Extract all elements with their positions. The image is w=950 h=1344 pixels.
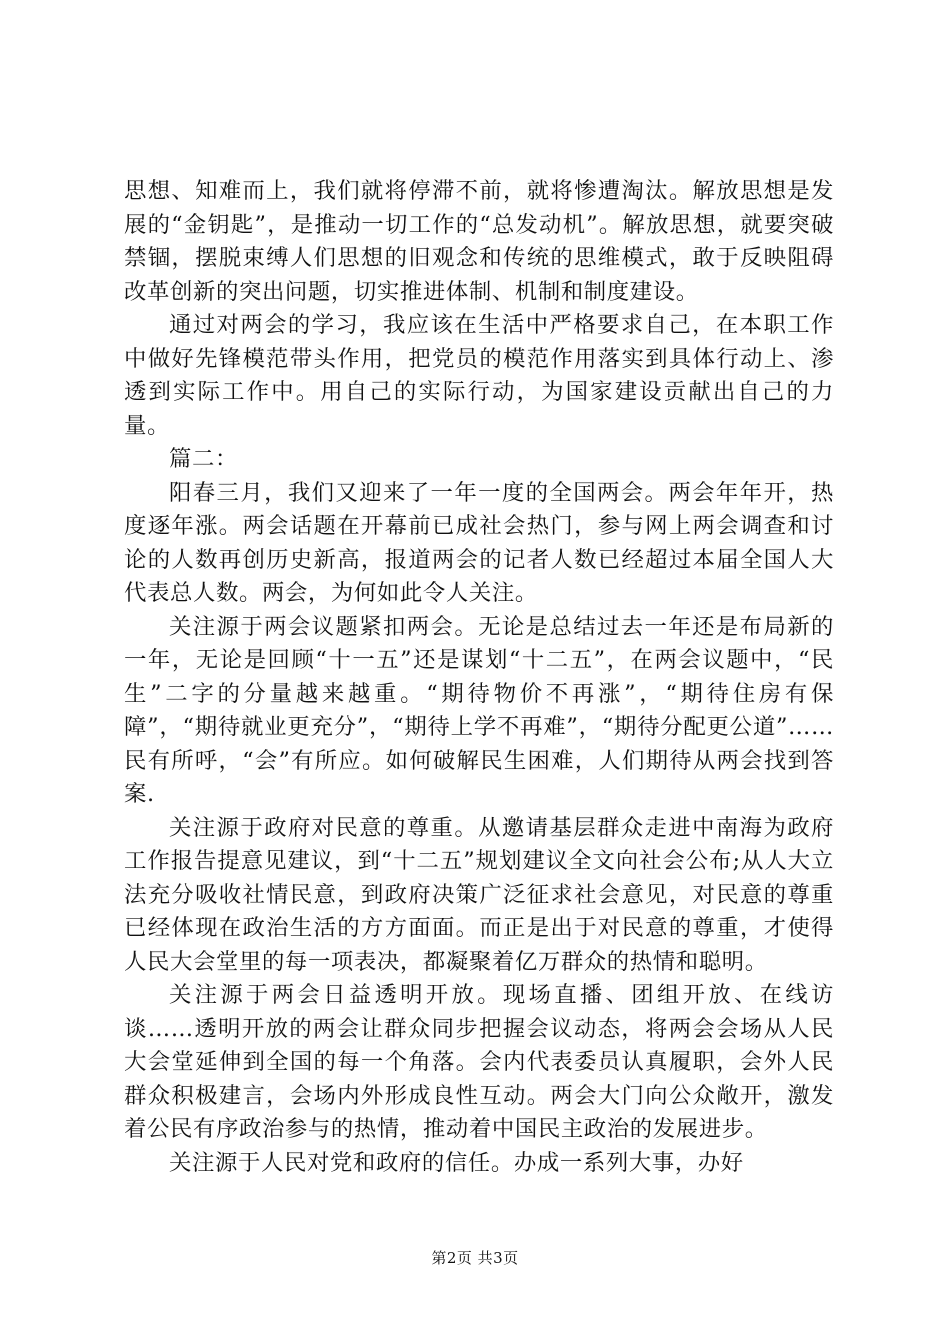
section-heading: 篇二：: [169, 446, 238, 472]
paragraph-3: 阳春三月，我们又迎来了一年一度的全国两会。两会年年开，热度逐年涨。两会话题在开幕前已成社会热门，参与网上两会调查和讨论的人数再创历史新高，报道两会的记者人数已经超过本届全国人大代表总人数。两会，为何如此令人关注。: [124, 479, 834, 606]
paragraph-1: 思想、知难而上，我们就将停滞不前，就将惨遭淘汰。解放思想是发展的“金钥匙”，是推动一切工作的“总发动机”。解放思想，就要突破禁锢，摆脱束缚人们思想的旧观念和传统的思维模式，敢于反映阻碍改革创新的突出问题，切实推进体制、机制和制度建设。: [124, 178, 834, 305]
paragraph-4: 关注源于两会议题紧扣两会。无论是总结过去一年还是布局新的一年，无论是回顾“十一五”还是谋划“十二五”，在两会议题中，“民生”二字的分量越来越重。“期待物价不再涨”，“期待住房有保障”，“期待就业更充分”，“期待上学不再难”，“期待分配更公道”……民有所呼，“会”有所应。如何破解民生困难，人们期待从两会找到答案.: [124, 613, 834, 807]
paragraph-7: 关注源于人民对党和政府的信任。办成一系列大事，办好: [169, 1149, 744, 1176]
page-number-footer: 第2页 共3页: [431, 1249, 519, 1267]
paragraph-5: 关注源于政府对民意的尊重。从邀请基层群众走进中南海为政府工作报告提意见建议，到“十二五”规划建议全文向社会公布;从人大立法充分吸收社情民意，到政府决策广泛征求社会意见，对民意的尊重已经体现在政治生活的方方面面。而正是出于对民意的尊重，才使得人民大会堂里的每一项表决，都凝聚着亿万群众的热情和聪明。: [124, 814, 834, 975]
paragraph-6: 关注源于两会日益透明开放。现场直播、团组开放、在线访谈……透明开放的两会让群众同步把握会议动态，将两会会场从人民大会堂延伸到全国的每一个角落。会内代表委员认真履职，会外人民群众积极建言，会场内外形成良性互动。两会大门向公众敞开，激发着公民有序政治参与的热情，推动着中国民主政治的发展进步。: [124, 982, 834, 1142]
paragraph-2: 通过对两会的学习，我应该在生活中严格要求自己，在本职工作中做好先锋模范带头作用，把党员的模范作用落实到具体行动上、渗透到实际工作中。用自己的实际行动，为国家建设贡献出自己的力量。: [124, 312, 834, 439]
document-body: [124, 175, 834, 1180]
